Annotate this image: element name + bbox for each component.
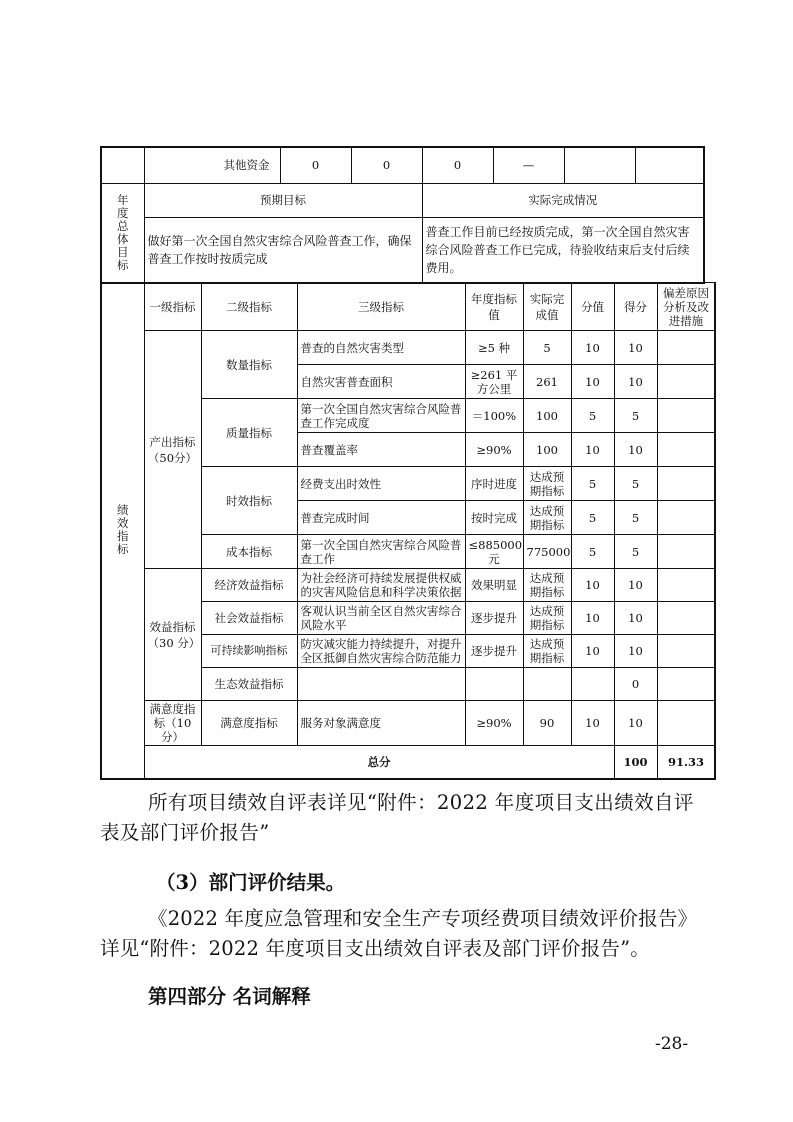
- note-cell: [657, 433, 715, 467]
- header-level2: 二级指标: [201, 283, 297, 331]
- page-number: -28-: [655, 1034, 689, 1054]
- part-four-heading: 第四部分 名词解释: [148, 985, 311, 1008]
- table-row: [101, 569, 715, 602]
- actual-cell: 达成预期指标: [523, 602, 571, 635]
- indicator-cell: 普查完成时间: [297, 501, 465, 535]
- attachment-paragraph: 所有项目绩效自评表详见“附件：2022 年度项目支出绩效自评表及部门评价报告”: [100, 791, 694, 844]
- actual-completion-text: 普查工作目前已经按质完成，第一次全国自然灾害综合风险普查工作已完成，待验收结束后支付后续费用。: [422, 217, 704, 283]
- target-cell: ≤885000元: [465, 535, 523, 569]
- header-level1: 一级指标: [144, 283, 201, 331]
- target-cell: ＝100%: [465, 399, 523, 433]
- note-cell: [657, 635, 715, 668]
- target-cell: ≥5 种: [465, 331, 523, 365]
- funding-value: 0: [280, 147, 351, 183]
- cost-indicator-label: 成本指标: [201, 535, 297, 569]
- got-cell: 10: [614, 569, 657, 602]
- other-funds-row: [101, 147, 704, 183]
- note-cell: [657, 399, 715, 433]
- funding-value: [635, 147, 704, 183]
- target-cell: ≥90%: [465, 433, 523, 467]
- funding-value: 0: [422, 147, 493, 183]
- table-row: [101, 701, 715, 746]
- got-cell: 5: [614, 535, 657, 569]
- note-cell: [657, 365, 715, 399]
- got-cell: 5: [614, 399, 657, 433]
- goal-header-row: [101, 183, 704, 217]
- score-cell: 10: [571, 602, 614, 635]
- actual-cell: 达成预期指标: [523, 501, 571, 535]
- indicator-cell: 客观认识当前全区自然灾害综合风险水平: [297, 602, 465, 635]
- note-cell: [657, 501, 715, 535]
- got-cell: 10: [614, 331, 657, 365]
- note-cell: [657, 569, 715, 602]
- score-cell: 10: [571, 433, 614, 467]
- table-row: [101, 331, 715, 365]
- got-cell: 10: [614, 433, 657, 467]
- timeliness-indicator-label: 时效指标: [201, 467, 297, 535]
- got-cell: 10: [614, 701, 657, 746]
- actual-cell: [523, 668, 571, 701]
- note-cell: [657, 467, 715, 501]
- actual-cell: 775000: [523, 535, 571, 569]
- indicator-cell: [297, 668, 465, 701]
- got-cell: 10: [614, 635, 657, 668]
- total-score: 100: [614, 746, 657, 779]
- funding-and-goal-table: [100, 146, 705, 284]
- funding-value: —: [493, 147, 564, 183]
- indicator-cell: 普查覆盖率: [297, 433, 465, 467]
- score-cell: 10: [571, 635, 614, 668]
- funding-value: 0: [351, 147, 422, 183]
- funding-label: 其他资金: [144, 147, 280, 183]
- actual-cell: 261: [523, 365, 571, 399]
- got-cell: 10: [614, 365, 657, 399]
- blank-cell: [101, 147, 144, 183]
- section-heading-3: （3）部门评价结果。: [156, 871, 346, 894]
- actual-cell: 100: [523, 433, 571, 467]
- performance-indicator-table: [100, 282, 716, 780]
- header-deviation: 偏差原因分析及改进措施: [657, 283, 715, 331]
- total-row: [101, 746, 715, 779]
- score-cell: 5: [571, 399, 614, 433]
- indicator-cell: 普查的自然灾害类型: [297, 331, 465, 365]
- effect-type-cell: 经济效益指标: [201, 569, 297, 602]
- actual-cell: 5: [523, 331, 571, 365]
- total-label: 总分: [144, 746, 614, 779]
- score-cell: 5: [571, 535, 614, 569]
- note-cell: [657, 701, 715, 746]
- score-cell: 10: [571, 331, 614, 365]
- note-cell: [657, 535, 715, 569]
- evaluation-report-paragraph: 《2022 年度应急管理和安全生产专项经费项目绩效评价报告》详见“附件：2022 年度项目支出绩效自评表及部门评价报告”。: [100, 907, 698, 960]
- header-actual: 实际完成值: [523, 283, 571, 331]
- effect-indicator-label: 效益指标 （30 分）: [144, 569, 201, 701]
- indicator-cell: 自然灾害普查面积: [297, 365, 465, 399]
- target-cell: ≥90%: [465, 701, 523, 746]
- score-cell: 10: [571, 569, 614, 602]
- quality-indicator-label: 质量指标: [201, 399, 297, 467]
- indicator-cell: 防灾减灾能力持续提升，对提升全区抵御自然灾害综合防范能力: [297, 635, 465, 668]
- got-cell: 10: [614, 602, 657, 635]
- actual-completion-header: 实际完成情况: [422, 183, 704, 217]
- performance-side-label: 绩 效 指 标: [101, 283, 144, 779]
- effect-type-cell: 可持续影响指标: [201, 635, 297, 668]
- note-cell: [657, 668, 715, 701]
- target-cell: ≥261 平方公里: [465, 365, 523, 399]
- target-cell: 逐步提升: [465, 635, 523, 668]
- actual-cell: 90: [523, 701, 571, 746]
- performance-header-row: [101, 283, 715, 331]
- satisfaction-type-cell: 满意度指标: [201, 701, 297, 746]
- overall-goal-side-label: 年 度 总 体 目 标: [101, 183, 144, 283]
- indicator-cell: 第一次全国自然灾害综合风险普查工作: [297, 535, 465, 569]
- actual-cell: 达成预期指标: [523, 569, 571, 602]
- got-cell: 0: [614, 668, 657, 701]
- got-cell: 5: [614, 501, 657, 535]
- indicator-cell: 经费支出时效性: [297, 467, 465, 501]
- indicator-cell: 服务对象满意度: [297, 701, 465, 746]
- goal-content-row: [101, 217, 704, 283]
- effect-type-cell: 社会效益指标: [201, 602, 297, 635]
- note-cell: [657, 331, 715, 365]
- header-target: 年度指标值: [465, 283, 523, 331]
- score-cell: 5: [571, 467, 614, 501]
- actual-cell: 达成预期指标: [523, 467, 571, 501]
- header-level3: 三级指标: [297, 283, 465, 331]
- indicator-cell: 第一次全国自然灾害综合风险普查工作完成度: [297, 399, 465, 433]
- score-cell: 10: [571, 701, 614, 746]
- score-cell: [571, 668, 614, 701]
- got-cell: 5: [614, 467, 657, 501]
- expected-goal-header: 预期目标: [144, 183, 422, 217]
- target-cell: [465, 668, 523, 701]
- score-cell: 5: [571, 501, 614, 535]
- score-cell: 10: [571, 365, 614, 399]
- target-cell: 效果明显: [465, 569, 523, 602]
- output-indicator-label: 产出指标 （50分）: [144, 331, 201, 569]
- effect-type-cell: 生态效益指标: [201, 668, 297, 701]
- target-cell: 逐步提升: [465, 602, 523, 635]
- header-score: 分值: [571, 283, 614, 331]
- satisfaction-indicator-label: 满意度指标（10分）: [144, 701, 201, 746]
- expected-goal-text: 做好第一次全国自然灾害综合风险普查工作，确保普查工作按时按质完成: [144, 217, 422, 283]
- actual-cell: 达成预期指标: [523, 635, 571, 668]
- header-got: 得分: [614, 283, 657, 331]
- target-cell: 序时进度: [465, 467, 523, 501]
- total-got: 91.33: [657, 746, 715, 779]
- quantity-indicator-label: 数量指标: [201, 331, 297, 399]
- target-cell: 按时完成: [465, 501, 523, 535]
- note-cell: [657, 602, 715, 635]
- indicator-cell: 为社会经济可持续发展提供权威的灾害风险信息和科学决策依据: [297, 569, 465, 602]
- funding-value: [564, 147, 635, 183]
- actual-cell: 100: [523, 399, 571, 433]
